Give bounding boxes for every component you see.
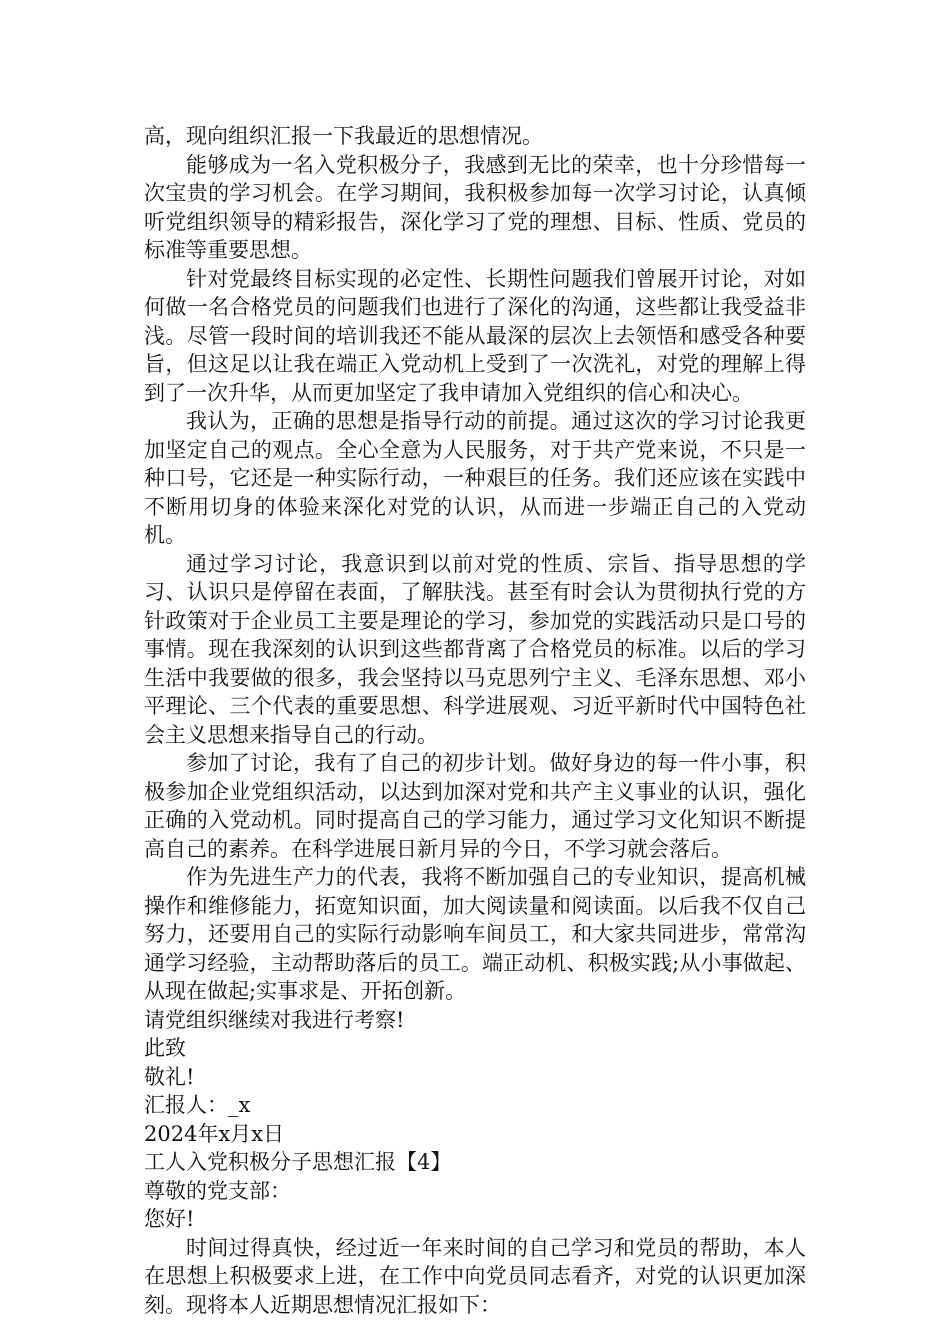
paragraph-next-body: 时间过得真快，经过近一年来时间的自己学习和党员的帮助，本人在思想上积极要求上进，在工作中向党员同志看齐，对党的认识更加深刻。现将本人近期思想情况汇报如下：: [144, 1235, 806, 1317]
closing-salutation-2: 敬礼!: [144, 1064, 195, 1089]
paragraph-correct-thinking: 我认为，正确的思想是指导行动的前提。通过这次的学习讨论我更加坚定自己的观点。全心全意为人民服务，对于共产党来说，不只是一种口号，它还是一种实际行动，一种艰巨的任务。我们还应该在实践中不断用切身的体验来深化对党的认识，从而进一步端正自己的入党动机。: [144, 409, 806, 547]
closing-request: 请党组织继续对我进行考察!: [144, 1007, 405, 1032]
document-page: [144, 122, 806, 1319]
section-title: 工人入党积极分子思想汇报【4】: [144, 1150, 452, 1174]
report-date: 2024年x月x日: [144, 1121, 285, 1146]
greeting-line: 您好!: [144, 1207, 195, 1231]
paragraph-productivity: 作为先进生产力的代表，我将不断加强自己的专业知识，提高机械操作和维修能力，拓宽知识面，加大阅读量和阅读面。以后我不仅自己努力，还要用自己的实际行动影响车间员工，和大家共同进步，常常沟通学习经验，主动帮助落后的员工。端正动机、积极实践;从小事做起、从现在做起;实事求是、开拓创新。: [144, 865, 806, 1003]
addressee-line: 尊敬的党支部：: [144, 1178, 291, 1203]
closing-salutation-1: 此致: [144, 1036, 186, 1060]
paragraph-plan: 参加了讨论，我有了自己的初步计划。做好身边的每一件小事，积极参加企业党组织活动，以达到加深对党和共产主义事业的认识，强化正确的入党动机。同时提高自己的学习能力，通过学习文化知识不断提高自己的素养。在科学进展日新月异的今日，不学习就会落后。: [144, 751, 806, 861]
reporter-line: 汇报人：_x: [144, 1093, 251, 1117]
paragraph-study-awareness: 通过学习讨论，我意识到以前对党的性质、宗旨、指导思想的学习、认识只是停留在表面，了解肤浅。甚至有时会认为贯彻执行党的方针政策对于企业员工主要是理论的学习，参加党的实践活动只是口号的事情。现在我深刻的认识到这些都背离了合格党员的标准。以后的学习生活中我要做的很多，我会坚持以马克思列宁主义、毛泽东思想、邓小平理论、三个代表的重要思想、科学进展观、习近平新时代中国特色社会主义思想来指导自己的行动。: [144, 551, 806, 747]
paragraph-honor: 能够成为一名入党积极分子，我感到无比的荣幸，也十分珍惜每一次宝贵的学习机会。在学习期间，我积极参加每一次学习讨论，认真倾听党组织领导的精彩报告，深化学习了党的理想、目标、性质、党员的标准等重要思想。: [144, 152, 806, 262]
paragraph-discussion: 针对党最终目标实现的必定性、长期性问题我们曾展开讨论，对如何做一名合格党员的问题我们也进行了深化的沟通，这些都让我受益非浅。尽管一段时间的培训我还不能从最深的层次上去领悟和感受各种要旨，但这足以让我在端正入党动机上受到了一次洗礼，对党的理解上得到了一次升华，从而更加坚定了我申请加入党组织的信心和决心。: [144, 266, 806, 405]
opening-fragment: 高，现向组织汇报一下我最近的思想情况。: [144, 124, 543, 148]
